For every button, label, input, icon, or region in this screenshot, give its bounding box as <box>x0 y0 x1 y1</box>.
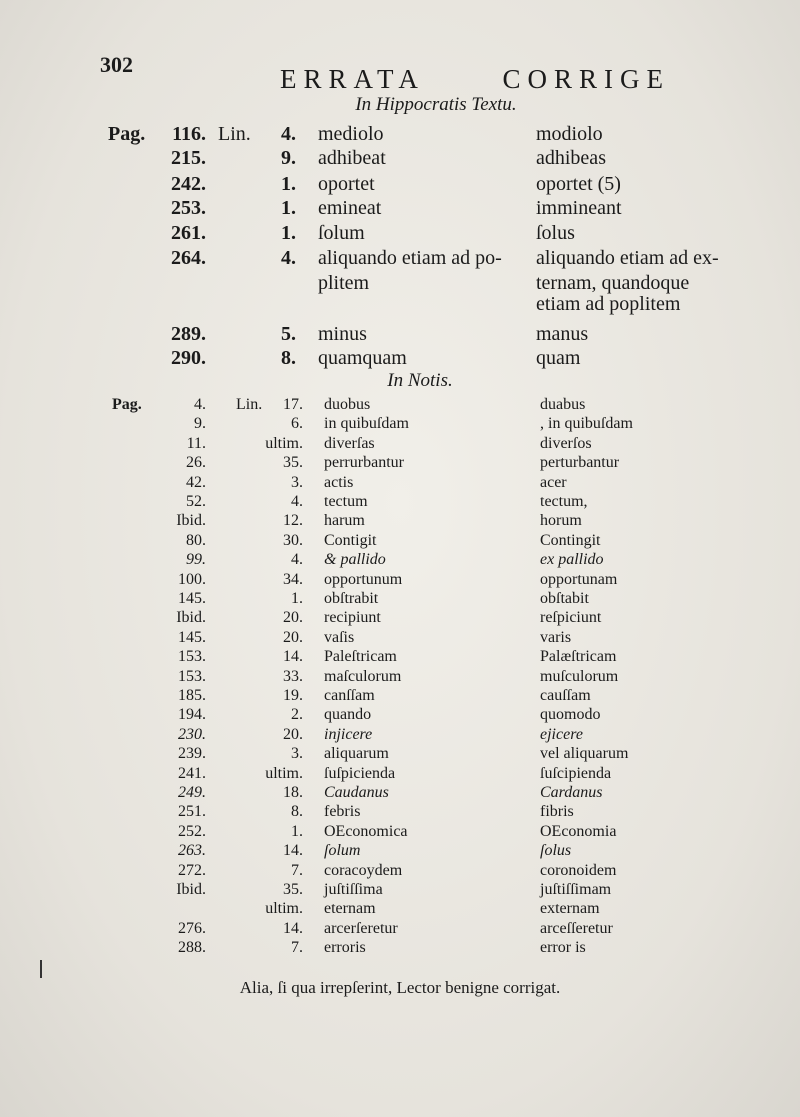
line-ref: 5. <box>281 323 296 345</box>
page-ref: 249. <box>178 784 206 801</box>
page-ref: 153. <box>178 667 206 685</box>
correction-text: ternam, quandoque <box>536 272 690 294</box>
correction-text: Contingit <box>540 531 601 549</box>
correction-text: ſolus <box>536 222 575 244</box>
line-ref: 20. <box>283 725 303 743</box>
correction-text: etiam ad poplitem <box>536 293 681 315</box>
line-ref: 14. <box>283 842 303 860</box>
correction-text: adhibeas <box>536 147 606 169</box>
correction-text: juſtiſſimam <box>540 881 612 898</box>
error-text: vaſis <box>324 628 355 646</box>
page-ref: 289. <box>171 323 206 345</box>
correction-text: aliquando etiam ad ex- <box>536 247 719 269</box>
page-ref: 239. <box>178 745 206 763</box>
error-text: opportunum <box>324 570 403 588</box>
error-text: actis <box>324 473 354 491</box>
page-ref: 42. <box>186 473 206 491</box>
line-ref: ultim. <box>265 764 303 782</box>
line-ref: 1. <box>281 222 296 244</box>
line-ref: 1. <box>281 197 296 219</box>
error-text: perrurbantur <box>324 454 404 472</box>
correction-text: Cardanus <box>540 784 603 801</box>
page-ref: 185. <box>178 687 206 704</box>
lin-label: Lin. <box>218 123 251 145</box>
correction-text: immineant <box>536 197 622 219</box>
error-text: minus <box>318 323 367 345</box>
line-ref: 14. <box>283 919 303 937</box>
error-text: adhibeat <box>318 147 386 169</box>
error-text: oportet <box>318 173 375 195</box>
error-text: maſculorum <box>324 667 402 685</box>
section-title-notis: In Notis. <box>387 370 453 391</box>
correction-text: tectum, <box>540 493 588 510</box>
line-ref: 33. <box>283 667 303 685</box>
page-ref: 153. <box>178 648 206 666</box>
page-ref: 276. <box>178 919 206 937</box>
line-ref: 3. <box>291 745 303 763</box>
error-text: arcerſeretur <box>324 919 398 937</box>
page-ref: 252. <box>178 822 206 840</box>
error-text: quamquam <box>318 347 407 369</box>
error-text: ſolum <box>324 842 361 860</box>
page-ref: 253. <box>171 197 206 219</box>
closing-note: Alia, ſi qua irrepſerint, Lector benigne corrigat. <box>239 978 561 997</box>
correction-text: ſuſcipienda <box>540 764 612 782</box>
page-ref: 230. <box>178 725 206 743</box>
line-ref: 3. <box>291 473 303 491</box>
line-ref: 14. <box>283 648 303 666</box>
line-ref: 35. <box>283 881 303 898</box>
page-ref: 4. <box>194 396 206 413</box>
page-ref: 145. <box>178 590 206 607</box>
heading-corrige: CORRIGE <box>502 64 670 94</box>
margin-mark <box>40 960 42 978</box>
error-text: & pallido <box>324 551 386 569</box>
correction-text: coronoidem <box>540 861 617 879</box>
line-ref: 9. <box>281 147 296 169</box>
error-text: plitem <box>318 272 370 294</box>
line-ref: 4. <box>281 247 296 269</box>
error-text: Contigit <box>324 531 377 549</box>
correction-text: acer <box>540 473 567 491</box>
line-ref: 20. <box>283 628 303 646</box>
page-ref: 261. <box>171 222 206 244</box>
correction-text: vel aliquarum <box>540 745 629 763</box>
page-ref: 52. <box>186 493 206 510</box>
correction-text: cauſſam <box>540 687 591 704</box>
correction-text: arceſſeretur <box>540 919 613 937</box>
line-ref: 4. <box>281 123 296 145</box>
correction-text: externam <box>540 900 600 918</box>
errata-heading <box>280 64 670 95</box>
line-ref: 19. <box>283 687 303 704</box>
line-ref: ultim. <box>265 434 303 452</box>
line-ref: 1. <box>281 173 296 195</box>
page-ref: 80. <box>186 531 206 549</box>
page-ref: 194. <box>178 706 206 724</box>
error-text: recipiunt <box>324 609 381 627</box>
correction-text: , in quibuſdam <box>540 415 633 433</box>
page-ref: 99. <box>186 551 206 569</box>
error-text: tectum <box>324 493 368 510</box>
line-ref: 30. <box>283 531 303 549</box>
section-title-textu: In Hippocratis Textu. <box>355 94 517 115</box>
page-ref: 215. <box>171 147 206 169</box>
page-ref: 288. <box>178 939 206 957</box>
page-ref: 241. <box>178 764 206 782</box>
page-ref: 264. <box>171 247 206 269</box>
correction-text: quam <box>536 347 581 369</box>
correction-text: diverſos <box>540 434 592 452</box>
error-text: in quibuſdam <box>324 415 409 433</box>
line-ref: 34. <box>283 570 303 588</box>
correction-text: error is <box>540 939 586 957</box>
line-ref: 1. <box>291 590 303 607</box>
error-text: harum <box>324 512 365 530</box>
line-ref: 7. <box>291 861 303 879</box>
error-text: eternam <box>324 900 376 918</box>
line-ref: 8. <box>281 347 296 369</box>
line-ref: 7. <box>291 939 303 957</box>
correction-text: obſtabit <box>540 590 589 607</box>
line-ref: ultim. <box>265 900 303 918</box>
line-ref: 2. <box>291 706 303 724</box>
page-number: 302 <box>100 52 133 77</box>
correction-text: perturbantur <box>540 454 620 472</box>
error-text: emineat <box>318 197 382 219</box>
page-ref: 290. <box>171 347 206 369</box>
lin-label: Lin. <box>236 396 263 413</box>
correction-text: duabus <box>540 396 586 413</box>
error-text: obſtrabit <box>324 590 379 607</box>
error-text: ſuſpicienda <box>324 764 396 782</box>
line-ref: 17. <box>283 396 303 413</box>
page-ref: 26. <box>186 454 206 472</box>
correction-text: horum <box>540 512 582 530</box>
page-ref: 145. <box>178 628 206 646</box>
page-ref: 116. <box>172 123 206 145</box>
page-ref: 263. <box>178 842 206 860</box>
error-text: injicere <box>324 725 373 743</box>
line-ref: 12. <box>283 512 303 530</box>
line-ref: 18. <box>283 784 303 801</box>
line-ref: 20. <box>283 609 303 627</box>
correction-text: ex pallido <box>540 551 604 569</box>
correction-text: modiolo <box>536 123 603 145</box>
correction-text: reſpiciunt <box>540 609 602 627</box>
error-text: febris <box>324 803 361 821</box>
heading-errata: ERRATA <box>280 64 425 94</box>
error-text: ſolum <box>318 222 365 244</box>
error-text: erroris <box>324 939 366 957</box>
correction-text: quomodo <box>540 706 601 724</box>
error-text: mediolo <box>318 123 384 145</box>
correction-text: oportet (5) <box>536 173 621 195</box>
error-text: quando <box>324 706 372 724</box>
line-ref: 35. <box>283 454 303 472</box>
correction-text: fibris <box>540 803 574 821</box>
line-ref: 4. <box>291 493 303 510</box>
pag-label: Pag. <box>112 396 142 413</box>
correction-text: manus <box>536 323 589 345</box>
error-text: coracoydem <box>324 861 403 879</box>
error-text: aliquando etiam ad po- <box>318 247 502 269</box>
error-text: duobus <box>324 396 371 413</box>
page-ref: 9. <box>194 415 206 433</box>
error-text: Paleſtricam <box>324 648 397 666</box>
error-text: OEconomica <box>324 822 408 840</box>
page-ref: 100. <box>178 570 206 588</box>
correction-text: opportunam <box>540 570 618 588</box>
correction-text: ejicere <box>540 725 583 743</box>
correction-text: varis <box>540 628 572 646</box>
page-ref: 11. <box>186 434 206 452</box>
page-ref: 272. <box>178 861 206 879</box>
page-ref: Ibid. <box>176 609 206 627</box>
correction-text: OEconomia <box>540 822 617 840</box>
line-ref: 1. <box>291 822 303 840</box>
page-ref: 242. <box>171 173 206 195</box>
error-text: canſſam <box>324 687 375 704</box>
page-ref: 251. <box>178 803 206 821</box>
correction-text: Palæſtricam <box>540 648 617 666</box>
line-ref: 8. <box>291 803 303 821</box>
correction-text: ſolus <box>540 842 572 860</box>
correction-text: muſculorum <box>540 667 619 685</box>
line-ref: 6. <box>291 415 303 433</box>
line-ref: 4. <box>291 551 303 569</box>
page-ref: Ibid. <box>176 881 206 898</box>
error-text: Caudanus <box>324 784 389 801</box>
error-text: diverſas <box>324 434 375 452</box>
error-text: juſtiſſima <box>324 881 383 898</box>
error-text: aliquarum <box>324 745 389 763</box>
pag-label: Pag. <box>108 123 146 145</box>
page-ref: Ibid. <box>176 512 206 530</box>
